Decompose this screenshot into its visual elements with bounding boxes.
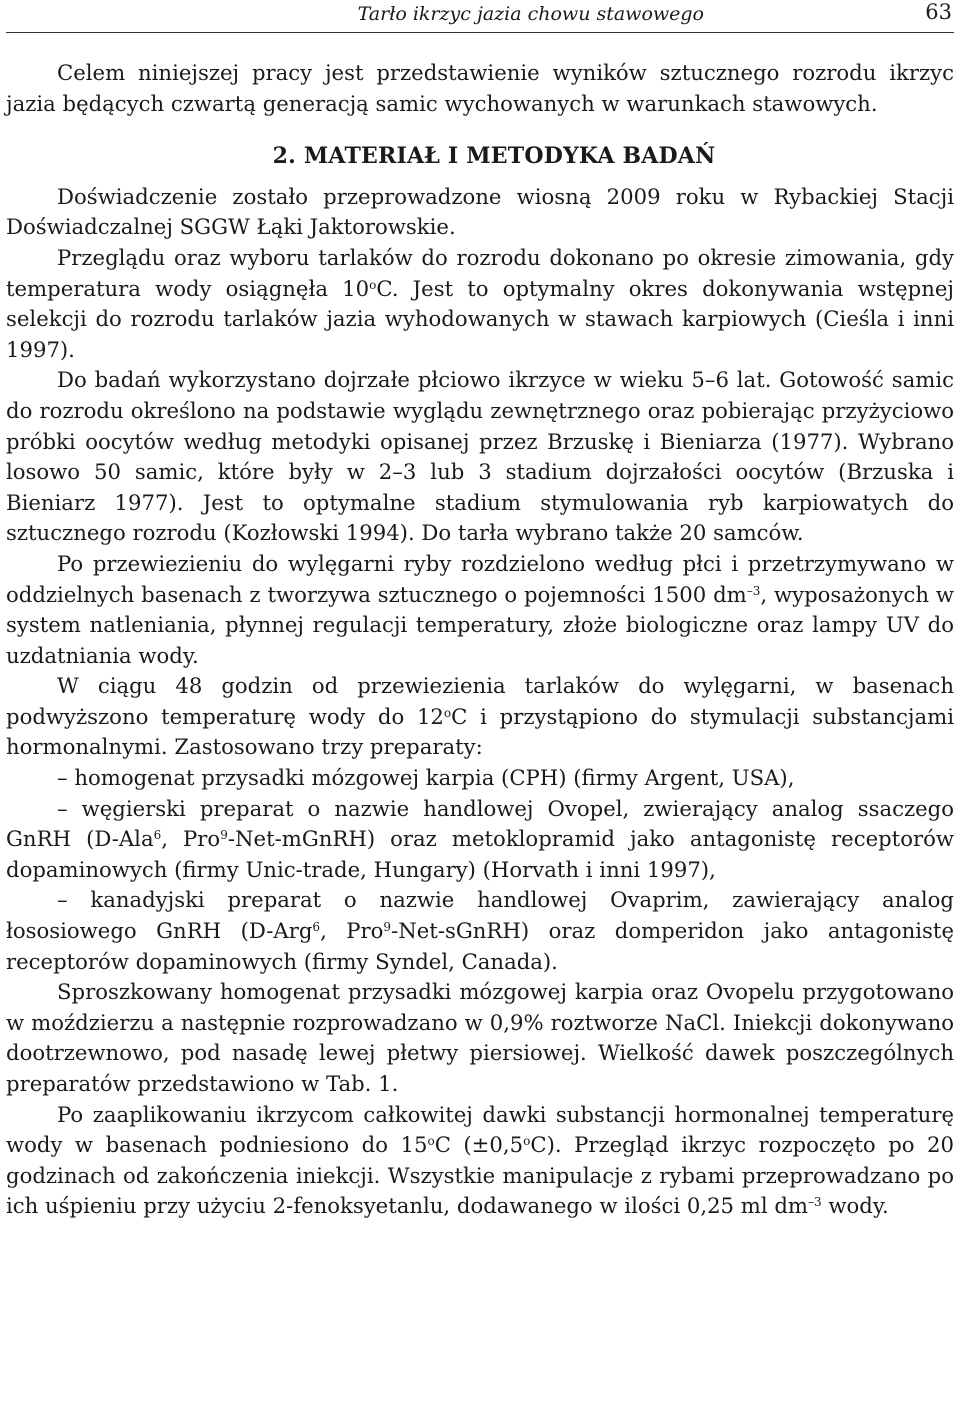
degree-superscript: o	[443, 705, 452, 720]
list-item-1: – homogenat przysadki mózgowej karpia (CPH) (firmy Argent, USA),	[57, 765, 795, 791]
paragraph-5-text-b: C i przystąpiono do stymulacji substancjami hormonalnymi. Zastosowano trzy preparaty:	[6, 703, 954, 760]
section-number: 2.	[272, 143, 296, 170]
paragraph-3: Do badań wykorzystano dojrzałe płciowo ikrzyce w wieku 5–6 lat. Gotowość samic do rozrodu określono na podstawie wyglądu zewnętrznego oraz pobierając przyżyciowo próbki oocytów według metodyki opisanej przez Brzuskę i Bieniarza (1977). Wybrano losowo 50 samic, które były w 2–3 lub 3 stadium dojrzałości oocytów (Brzuska i Bieniarz 1977). Jest to optymalne stadium stymulowania ryb karpiowatych do sztucznego rozrodu (Kozłowski 1994). Do tarła wybrano także 20 samców.	[6, 367, 954, 546]
paragraph-2	[6, 243, 954, 365]
list-item-3-text-b: , Pro	[320, 918, 384, 944]
paragraph-4-text-b: , wyposażonych w system natleniania, płynnej regulacji temperatury, złoże biologiczne oraz lampy UV do uzdatniania wody.	[6, 581, 954, 668]
paragraph-7	[6, 1100, 954, 1222]
paragraph-7-text-d: wody.	[821, 1193, 889, 1219]
page-number: 63	[925, 0, 952, 24]
section-heading	[6, 141, 954, 172]
list-item-2-text-c: -Net-mGnRH) oraz metoklopramid jako antagonistę receptorów dopaminowych (firmy Unic-trade, Hungary) (Horvath i inni 1997),	[6, 826, 954, 882]
superscript: 6	[153, 828, 162, 843]
paragraph-2-text-b: C. Jest to optymalny okres dokonywania wstępnej selekcji do rozrodu tarlaków jazia wyhodowanych w stawach karpiowych (Cieśla i inni 1997).	[6, 275, 954, 362]
list-item-2-text-b: , Pro	[161, 826, 221, 852]
section-title: MATERIAŁ I METODYKA BADAŃ	[303, 143, 716, 170]
paragraph-5	[6, 671, 954, 763]
page-header	[6, 0, 954, 33]
list-item-3	[6, 885, 954, 977]
exponent-superscript: –3	[746, 583, 761, 598]
paragraph-7-text-b: C (±0,5	[434, 1132, 524, 1158]
list-item-3-text-c: -Net-sGnRH) oraz domperidon jako antagonistę receptorów dopaminowych (firmy Syndel, Canada).	[6, 918, 954, 974]
superscript: 6	[312, 920, 321, 935]
list-item-2-text-a: – węgierski preparat o nazwie handlowej Ovopel, zwierający analog ssaczego GnRH (D-Ala	[6, 795, 954, 852]
exponent-superscript: –3	[808, 1195, 822, 1210]
paragraph-5-text-a: W ciągu 48 godzin od przewiezienia tarlaków do wylęgarni, w basenach podwyższono temperaturę wody do 12	[6, 673, 954, 729]
list-item-3-text-a: – kanadyjski preparat o nazwie handlowej Ovaprim, zawierający analog łososiowego GnRH (D-Arg	[6, 887, 954, 944]
degree-superscript: o	[369, 277, 377, 292]
list-item-2	[6, 794, 954, 886]
degree-superscript: o	[523, 1134, 531, 1149]
paragraph-1: Doświadczenie zostało przeprowadzone wiosną 2009 roku w Rybackiej Stacji Doświadczalnej SGGW Łąki Jaktorowskie.	[6, 183, 954, 240]
running-title: Tarło ikrzyc jazia chowu stawowego	[357, 3, 704, 25]
page-body	[6, 58, 954, 1222]
paragraph-4	[6, 549, 954, 671]
paragraph-7-text-a: Po zaaplikowaniu ikrzycom całkowitej dawki substancji hormonalnej temperaturę wody w basenach podniesiono do 15	[6, 1101, 954, 1158]
intro-paragraph: Celem niniejszej pracy jest przedstawienie wyników sztucznego rozrodu ikrzyc jazia będących czwartą generacją samic wychowanych w warunkach stawowych.	[6, 60, 954, 116]
superscript: 9	[220, 828, 228, 843]
degree-superscript: o	[427, 1134, 435, 1149]
paragraph-4-text-a: Po przewiezieniu do wylęgarni ryby rozdzielono według płci i przetrzymywano w oddzielnych basenach z tworzywa sztucznego o pojemności 1500 dm	[6, 550, 954, 607]
paragraph-7-text-c: C). Przegląd ikrzyc rozpoczęto po 20 godzinach od zakończenia iniekcji. Wszystkie manipulacje z rybami przeprowadzano po ich uśpieniu przy użyciu 2-fenoksyetanlu, dodawanego w ilości 0,25 ml dm	[6, 1132, 954, 1219]
paragraph-6: Sproszkowany homogenat przysadki mózgowej karpia oraz Ovopelu przygotowano w moździerzu a następnie rozprowadzano w 0,9% roztworze NaCl. Iniekcji dokonywano dootrzewnowo, pod nasadę lewej płetwy piersiowej. Wielkość dawek poszczególnych preparatów przedstawiono w Tab. 1.	[6, 979, 954, 1096]
paragraph-2-text-a: Przeglądu oraz wyboru tarlaków do rozrodu dokonano po okresie zimowania, gdy temperatura wody osiągnęła 10	[6, 244, 954, 301]
superscript: 9	[383, 920, 392, 935]
